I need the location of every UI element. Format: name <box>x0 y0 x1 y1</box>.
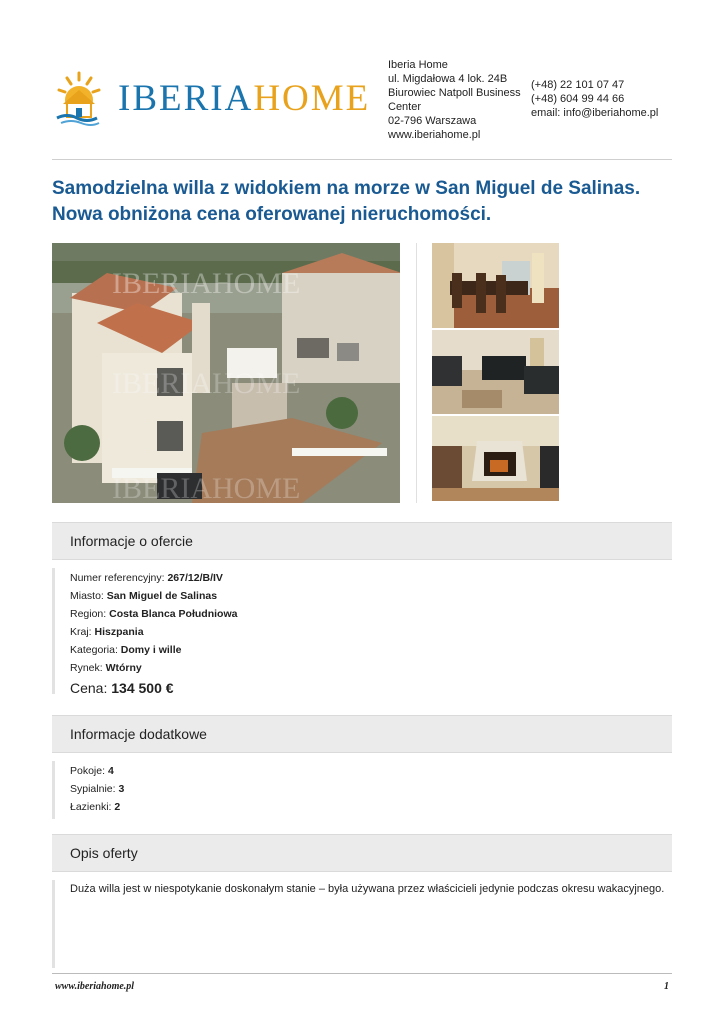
photo-divider <box>416 243 417 503</box>
company-line: Center <box>388 101 422 113</box>
field-label: Kategoria: <box>70 644 121 656</box>
section-header-offer <box>52 522 672 560</box>
section-title: Informacje dodatkowe <box>70 726 207 742</box>
price <box>70 680 174 696</box>
extra-fields <box>70 762 124 816</box>
price-label: Cena: <box>70 680 112 696</box>
field-value: 267/12/B/IV <box>167 572 223 584</box>
email-link[interactable]: email: info@iberiahome.pl <box>531 107 659 119</box>
field-category <box>70 641 237 659</box>
thumbnail-dining-room[interactable] <box>432 243 559 328</box>
field-region <box>70 605 237 623</box>
section-accent-bar <box>52 568 55 694</box>
offer-fields <box>70 569 237 677</box>
field-value: Hiszpania <box>94 626 144 638</box>
page-title <box>52 176 677 228</box>
field-value: 4 <box>107 765 114 777</box>
logo-text-iberia: IBERIA <box>118 78 254 119</box>
company-contacts <box>531 78 658 120</box>
photo-watermark: IBERIAHOME <box>112 267 301 300</box>
field-value: 2 <box>114 801 121 813</box>
company-line: Biurowiec Natpoll Business <box>388 87 521 99</box>
section-header-description <box>52 834 672 872</box>
section-accent-bar <box>52 761 55 819</box>
price-value: 134 500 € <box>111 680 174 696</box>
field-label: Rynek: <box>70 662 106 674</box>
field-value: Costa Blanca Południowa <box>109 608 238 620</box>
thumbnail-living-room[interactable] <box>432 330 559 414</box>
field-label: Łazienki: <box>70 801 115 813</box>
section-title: Opis oferty <box>70 845 138 861</box>
field-city <box>70 587 237 605</box>
phone-2: (+48) 604 99 44 66 <box>531 93 625 105</box>
footer-divider <box>52 973 672 974</box>
field-label: Kraj: <box>70 626 95 638</box>
field-label: Numer referencyjny: <box>70 572 168 584</box>
title-line: Nowa obniżona cena oferowanej nieruchomości. <box>52 204 492 225</box>
field-bathrooms <box>70 798 124 816</box>
title-line: Samodzielna willa z widokiem na morze w San Miguel de Salinas. <box>52 178 641 199</box>
logo-text-home: HOME <box>253 78 371 119</box>
phone-1: (+48) 22 101 07 47 <box>531 79 625 91</box>
field-label: Pokoje: <box>70 765 108 777</box>
header-divider <box>52 159 672 160</box>
section-accent-bar <box>52 880 55 968</box>
company-address <box>388 58 528 142</box>
section-title: Informacje o ofercie <box>70 533 193 549</box>
sun-house-icon <box>55 68 125 130</box>
field-country <box>70 623 237 641</box>
company-line: ul. Migdałowa 4 lok. 24B <box>388 73 508 85</box>
field-bedrooms <box>70 780 124 798</box>
main-photo-villa[interactable] <box>52 243 400 503</box>
field-value: Wtórny <box>105 662 142 674</box>
company-line: 02-796 Warszawa <box>388 115 477 127</box>
company-website-link[interactable]: www.iberiahome.pl <box>388 129 481 141</box>
photo-watermark: IBERIAHOME <box>112 367 301 400</box>
page-number: 1 <box>664 981 669 992</box>
field-label: Miasto: <box>70 590 107 602</box>
field-market <box>70 659 237 677</box>
footer-website-link[interactable]: www.iberiahome.pl <box>55 981 135 992</box>
company-line: Iberia Home <box>388 59 448 71</box>
photo-watermark: IBERIAHOME <box>112 472 301 503</box>
field-value: Domy i wille <box>120 644 182 656</box>
logo-wordmark <box>118 80 370 117</box>
field-value: 3 <box>118 783 125 795</box>
field-rooms <box>70 762 124 780</box>
description-text: Duża willa jest w niespotykanie doskonałym stanie – była używana przez właścicieli jedynie podczas okresu wakacyjnego. <box>70 883 665 895</box>
field-label: Sypialnie: <box>70 783 119 795</box>
field-value: San Miguel de Salinas <box>106 590 218 602</box>
section-header-extra <box>52 715 672 753</box>
field-label: Region: <box>70 608 110 620</box>
field-reference <box>70 569 237 587</box>
thumbnail-fireplace[interactable] <box>432 416 559 501</box>
